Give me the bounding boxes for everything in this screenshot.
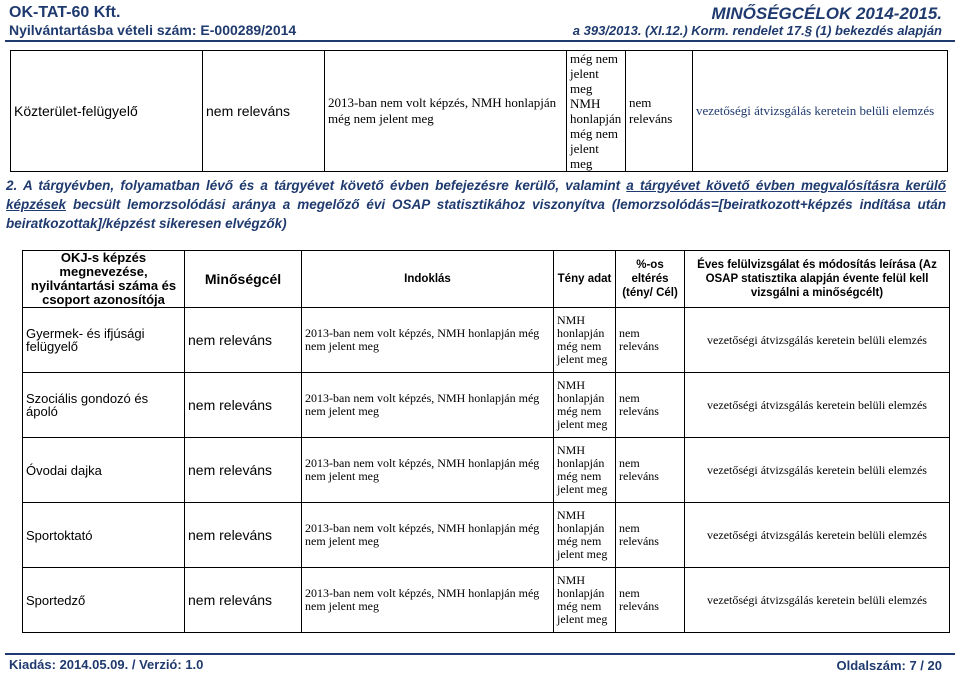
reason: 2013-ban nem volt képzés, NMH honlapján még nem jelent meg (302, 438, 554, 503)
actual-data: NMH honlapján még nem jelent meg (554, 308, 616, 373)
header-quality-goal: Minőségcél (185, 251, 302, 308)
header-deviation: %-os eltérés (tény/ Cél) (616, 251, 685, 308)
quality-goal: nem releváns (185, 503, 302, 568)
annual-review: vezetőségi átvizsgálás keretein belüli elemzés (685, 438, 950, 503)
quality-goal: nem releváns (185, 568, 302, 633)
reason: 2013-ban nem volt képzés, NMH honlapján még nem jelent meg (302, 373, 554, 438)
header-training-name: OKJ-s képzés megnevezése, nyilvántartási száma és csoport azonosítója (23, 251, 185, 308)
paragraph-text-1: A tárgyévben, folyamatban lévő és a tárgyévet követő évben befejezésre kerülő, valamint (22, 178, 627, 193)
training-name: Gyermek- és ifjúsági felügyelő (23, 308, 185, 373)
training-name: Sportedző (23, 568, 185, 633)
footer-divider (5, 653, 955, 655)
section-number: 2. (6, 178, 18, 193)
training-name: Szociális gondozó és ápoló (23, 373, 185, 438)
quality-goal: nem releváns (185, 373, 302, 438)
legal-reference: a 393/2013. (XI.12.) Korm. rendelet 17.§ (1) bekezdés alapján (572, 23, 942, 38)
page-number: Oldalszám: 7 / 20 (836, 658, 942, 673)
table-row (23, 503, 950, 568)
quality-goal: nem releváns (203, 51, 325, 172)
actual-data: NMH honlapján még nem jelent meg (554, 568, 616, 633)
deviation: nem releváns (626, 51, 693, 172)
quality-goal: nem releváns (185, 438, 302, 503)
company-name: OK-TAT-60 Kft. (9, 4, 121, 21)
section-paragraph (6, 176, 946, 233)
paragraph-underlined: a tárgyévet követő évben megvalósításra kerülő képzések (6, 178, 947, 212)
training-name: Közterület-felügyelő (11, 51, 203, 172)
training-name: Sportoktató (23, 503, 185, 568)
table-row (11, 51, 948, 172)
annual-review: vezetőségi átvizsgálás keretein belüli elemzés (685, 568, 950, 633)
reason: 2013-ban nem volt képzés, NMH honlapján még nem jelent meg (302, 568, 554, 633)
page-header (0, 0, 960, 42)
annual-review: vezetőségi átvizsgálás keretein belüli elemzés (685, 373, 950, 438)
deviation: nem releváns (616, 308, 685, 373)
top-table (10, 50, 948, 172)
actual-data: NMH honlapján még nem jelent meg (554, 438, 616, 503)
header-actual: Tény adat (554, 251, 616, 308)
annual-review: vezetőségi átvizsgálás keretein belüli elemzés (693, 51, 948, 172)
deviation: nem releváns (616, 373, 685, 438)
table-row (23, 373, 950, 438)
table-row (23, 568, 950, 633)
document-title: MINŐSÉGCÉLOK 2014-2015. (711, 4, 942, 23)
issue-info: Kiadás: 2014.05.09. / Verzió: 1.0 (9, 657, 204, 672)
table-row (23, 308, 950, 373)
actual-data: még nem jelent meg NMH honlapján még nem jelent meg (567, 51, 626, 172)
table-row (23, 438, 950, 503)
annual-review: vezetőségi átvizsgálás keretein belüli elemzés (685, 308, 950, 373)
table-header-row (23, 251, 950, 308)
deviation: nem releváns (616, 568, 685, 633)
reason: 2013-ban nem volt képzés, NMH honlapján még nem jelent meg (325, 51, 567, 172)
deviation: nem releváns (616, 503, 685, 568)
page-footer (0, 653, 960, 678)
actual-data: NMH honlapján még nem jelent meg (554, 503, 616, 568)
actual-data: NMH honlapján még nem jelent meg (554, 373, 616, 438)
reason: 2013-ban nem volt képzés, NMH honlapján még nem jelent meg (302, 503, 554, 568)
registration-number: Nyilvántartásba vételi szám: E-000289/2014 (9, 22, 297, 38)
quality-goals-table (22, 250, 950, 633)
annual-review: vezetőségi átvizsgálás keretein belüli elemzés (685, 503, 950, 568)
header-review: Éves felülvizsgálat és módosítás leírása (Az OSAP statisztika alapján évente felül kell vizsgálni a minőségcélt) (685, 251, 950, 308)
paragraph-text-2: becsült lemorzsolódási aránya a megelőző évi OSAP statisztikához viszonyítva (lemorzsolódás=[beiratkozott+képzés indítása után beiratkozottak]/képzést sikeresen elvégzők) (6, 197, 946, 231)
reason: 2013-ban nem volt képzés, NMH honlapján még nem jelent meg (302, 308, 554, 373)
training-name: Óvodai dajka (23, 438, 185, 503)
quality-goal: nem releváns (185, 308, 302, 373)
header-divider (5, 40, 955, 42)
deviation: nem releváns (616, 438, 685, 503)
header-reason: Indoklás (302, 251, 554, 308)
